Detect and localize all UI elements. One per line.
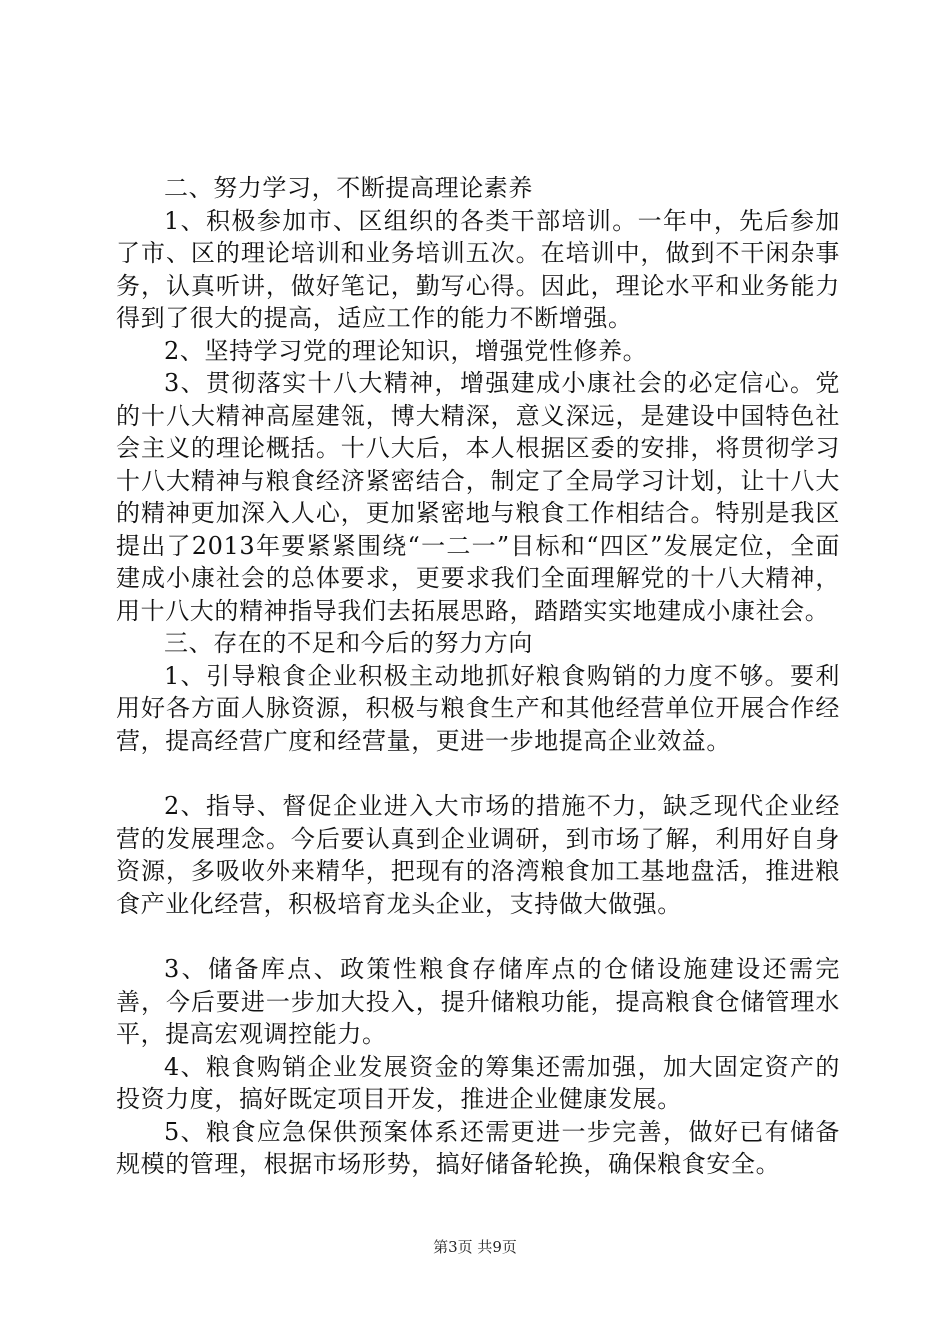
paragraph-grain-sales: 1、引导粮食企业积极主动地抓好粮食购销的力度不够。要利用好各方面人脉资源，积极与粮食生产和其他经营单位开展合作经营，提高经营广度和经营量，更进一步地提高企业效益。 — [116, 661, 840, 755]
page-number-footer: 第3页 共9页 — [433, 1238, 517, 1256]
document-body — [116, 172, 840, 1181]
paragraph-party-theory: 2、坚持学习党的理论知识，增强党性修养。 — [164, 336, 648, 365]
section-heading-shortcomings: 三、存在的不足和今后的努力方向 — [164, 629, 533, 657]
section-heading-study: 二、努力学习，不断提高理论素养 — [164, 174, 533, 202]
paragraph-eighteenth-congress: 3、贯彻落实十八大精神，增强建成小康社会的必定信心。党的十八大精神高屋建瓴，博大精深，意义深远，是建设中国特色社会主义的理论概括。十八大后，本人根据区委的安排，将贯彻学习十八大精神与粮食经济紧密结合，制定了全局学习计划，让十八大的精神更加深入人心，更加紧密地与粮食工作相结合。特别是我区提出了2013年要紧紧围绕“一二一”目标和“四区”发展定位，全面建成小康社会的总体要求，更要求我们全面理解党的十八大精神，用十八大的精神指导我们去拓展思路，踏踏实实地建成小康社会。 — [116, 369, 840, 625]
paragraph-market-guidance: 2、指导、督促企业进入大市场的措施不力，缺乏现代企业经营的发展理念。今后要认真到企业调研，到市场了解，利用好自身资源，多吸收外来精华，把现有的洛湾粮食加工基地盘活，推进粮食产业化经营，积极培育龙头企业，支持做大做强。 — [116, 792, 840, 918]
paragraph-funding: 4、粮食购销企业发展资金的筹集还需加强，加大固定资产的投资力度，搞好既定项目开发，推进企业健康发展。 — [116, 1052, 840, 1113]
paragraph-emergency-supply: 5、粮食应急保供预案体系还需更进一步完善，做好已有储备规模的管理，根据市场形势，搞好储备轮换，确保粮食安全。 — [116, 1117, 840, 1178]
paragraph-storage-facilities: 3、储备库点、政策性粮食存储库点的仓储设施建设还需完善，今后要进一步加大投入，提升储粮功能，提高粮食仓储管理水平，提高宏观调控能力。 — [116, 955, 840, 1048]
paragraph-training: 1、积极参加市、区组织的各类干部培训。一年中，先后参加了市、区的理论培训和业务培训五次。在培训中，做到不干闲杂事务，认真听讲，做好笔记，勤写心得。因此，理论水平和业务能力得到了很大的提高，适应工作的能力不断增强。 — [116, 206, 840, 332]
